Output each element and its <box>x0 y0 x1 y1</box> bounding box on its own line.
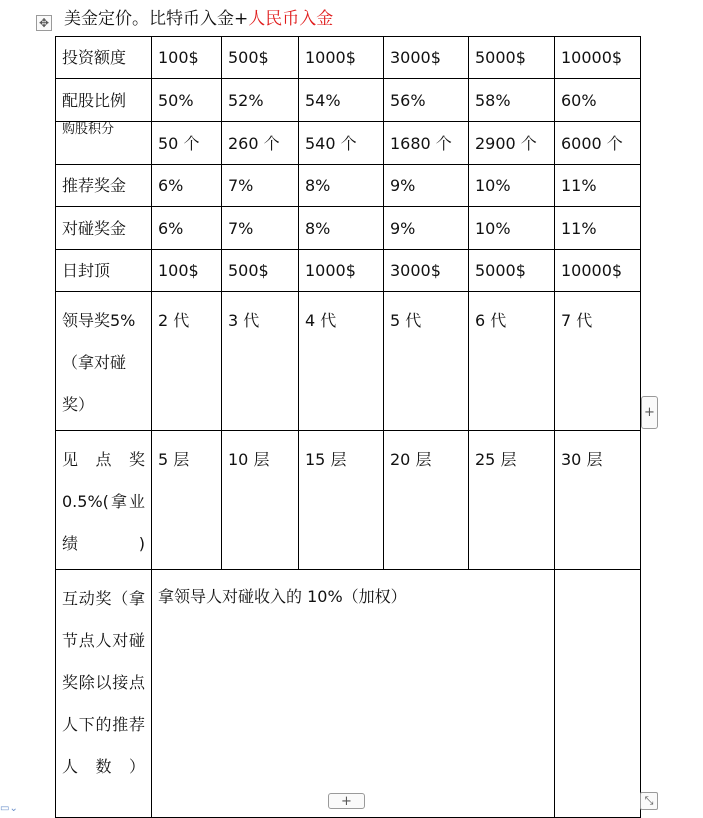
table-cell[interactable]: 10 层 <box>222 431 299 570</box>
merged-cell[interactable]: 拿领导人对碰收入的 10%（加权） <box>152 570 555 818</box>
table-row <box>56 431 641 570</box>
table-cell[interactable]: 30 层 <box>555 431 641 570</box>
table-row <box>56 122 641 165</box>
table-row <box>56 250 641 292</box>
table-cell[interactable]: 6000 个 <box>555 122 641 165</box>
table-cell[interactable]: 2 代 <box>152 292 222 431</box>
page-title <box>64 4 333 29</box>
table-cell[interactable]: 1680 个 <box>384 122 469 165</box>
table-cell[interactable]: 10% <box>469 207 555 250</box>
table-cell[interactable]: 9% <box>384 207 469 250</box>
table-cell[interactable]: 3000$ <box>384 37 469 79</box>
title-red-text: 人民币入金 <box>248 9 334 29</box>
row-label[interactable]: 见 点 奖0.5%(拿业绩) <box>56 431 152 570</box>
table-cell[interactable]: 60% <box>555 79 641 122</box>
table-cell[interactable]: 5000$ <box>469 37 555 79</box>
table-row <box>56 79 641 122</box>
row-label[interactable]: 配股比例 <box>56 79 152 122</box>
table-row <box>56 570 641 818</box>
table-row <box>56 165 641 207</box>
title-black-text: 美金定价。比特币入金+ <box>64 9 249 29</box>
table-cell[interactable]: 6% <box>152 165 222 207</box>
table-resize-icon[interactable]: ⤡ <box>640 792 658 810</box>
table-cell[interactable]: 58% <box>469 79 555 122</box>
row-label[interactable]: 日封顶 <box>56 250 152 292</box>
table-cell[interactable]: 7% <box>222 207 299 250</box>
table-row <box>56 37 641 79</box>
table-cell[interactable]: 25 层 <box>469 431 555 570</box>
table-cell[interactable]: 100$ <box>152 250 222 292</box>
table-cell[interactable]: 52% <box>222 79 299 122</box>
table-cell[interactable]: 3000$ <box>384 250 469 292</box>
table-row <box>56 207 641 250</box>
table-cell[interactable]: 5000$ <box>469 250 555 292</box>
table-cell[interactable]: 6 代 <box>469 292 555 431</box>
table-cell[interactable]: 500$ <box>222 250 299 292</box>
table-cell[interactable]: 100$ <box>152 37 222 79</box>
table-cell[interactable]: 10000$ <box>555 37 641 79</box>
table-cell[interactable]: 2900 个 <box>469 122 555 165</box>
table-cell[interactable]: 10000$ <box>555 250 641 292</box>
table-cell[interactable]: 50 个 <box>152 122 222 165</box>
table-cell[interactable]: 9% <box>384 165 469 207</box>
table-cell[interactable]: 56% <box>384 79 469 122</box>
table-cell[interactable]: 11% <box>555 207 641 250</box>
row-label[interactable]: 推荐奖金 <box>56 165 152 207</box>
table-cell[interactable]: 8% <box>299 165 384 207</box>
table-cell[interactable]: 50% <box>152 79 222 122</box>
table-cell[interactable]: 15 层 <box>299 431 384 570</box>
table-cell[interactable]: 5 代 <box>384 292 469 431</box>
table-cell[interactable]: 54% <box>299 79 384 122</box>
row-label[interactable]: 购股积分 <box>56 122 152 165</box>
table-cell[interactable]: 500$ <box>222 37 299 79</box>
table-cell[interactable]: 7 代 <box>555 292 641 431</box>
row-label[interactable]: 互动奖（拿节点人对碰奖除以接点人下的推荐人数） <box>56 570 152 818</box>
table-cell[interactable]: 4 代 <box>299 292 384 431</box>
add-column-button[interactable]: + <box>641 396 658 429</box>
table-cell[interactable]: 10% <box>469 165 555 207</box>
row-label[interactable]: 投资额度 <box>56 37 152 79</box>
table-cell[interactable]: 1000$ <box>299 37 384 79</box>
add-row-button[interactable]: + <box>328 793 365 809</box>
paste-options-icon[interactable]: ▭⌄ <box>0 803 18 814</box>
table-cell[interactable]: 5 层 <box>152 431 222 570</box>
table-cell[interactable]: 8% <box>299 207 384 250</box>
table-cell[interactable]: 3 代 <box>222 292 299 431</box>
row-label[interactable]: 对碰奖金 <box>56 207 152 250</box>
table-cell[interactable]: 1000$ <box>299 250 384 292</box>
table-cell[interactable]: 20 层 <box>384 431 469 570</box>
empty-cell[interactable] <box>555 570 641 818</box>
table-move-handle-icon[interactable]: ✥ <box>36 15 52 31</box>
table-cell[interactable]: 260 个 <box>222 122 299 165</box>
table-cell[interactable]: 7% <box>222 165 299 207</box>
row-label[interactable]: 领导奖5%（拿对碰奖） <box>56 292 152 431</box>
table-cell[interactable]: 6% <box>152 207 222 250</box>
table-cell[interactable]: 540 个 <box>299 122 384 165</box>
table-row <box>56 292 641 431</box>
investment-table <box>55 36 641 818</box>
table-cell[interactable]: 11% <box>555 165 641 207</box>
